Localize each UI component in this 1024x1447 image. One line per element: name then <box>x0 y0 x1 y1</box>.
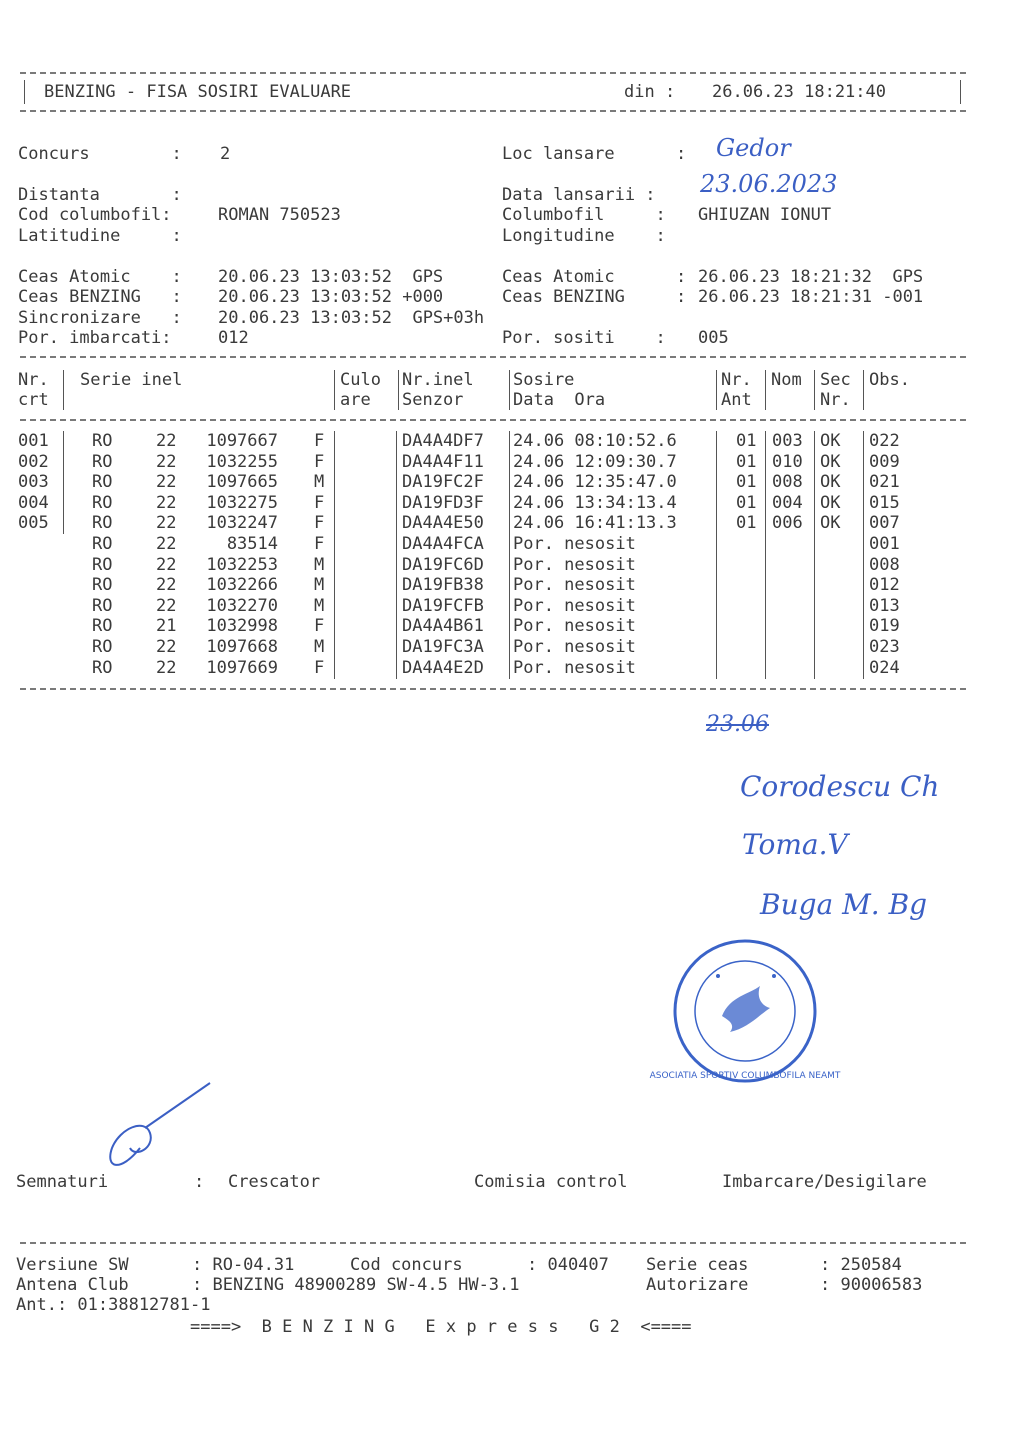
table-cell-sex: F <box>314 616 325 637</box>
table-cell-sex: M <box>314 575 325 596</box>
hdr-sep <box>509 370 510 410</box>
signature-corodescu: Corodescu Ch <box>740 770 940 803</box>
table-cell-sex: M <box>314 637 325 657</box>
table-cell-senzor: DA4A4E50 <box>402 513 484 534</box>
body-sep <box>509 431 510 679</box>
benzing-banner: ====> B E N Z I N G E x p r e s s G 2 <==== <box>190 1317 692 1337</box>
top-rule <box>20 72 966 74</box>
footer-rule <box>20 1242 966 1244</box>
table-cell-sec: OK <box>820 492 841 513</box>
table-cell-sosire: Por. nesosit <box>513 637 636 657</box>
association-stamp <box>649 936 841 1086</box>
document-title: BENZING - FISA SOSIRI EVALUARE <box>44 82 352 102</box>
loc-lansare-label: Loc lansare : <box>502 144 687 164</box>
table-cell-sosire: Por. nesosit <box>513 575 636 596</box>
table-cell-sec: OK <box>820 431 841 451</box>
table-cell-year: 22 <box>156 554 177 575</box>
table-cell-sosire: Por. nesosit <box>513 554 636 575</box>
antena-value: : BENZING 48900289 SW-4.5 HW-3.1 <box>192 1275 520 1295</box>
table-cell-senzor: DA4A4E2D <box>402 657 484 678</box>
table-cell-sosire: Por. nesosit <box>513 616 636 637</box>
table-cell-sosire: Por. nesosit <box>513 657 636 678</box>
distanta-label: Distanta : <box>18 185 182 205</box>
table-cell-ring: 1097667 <box>206 431 278 451</box>
serie-ceas-value: : 250584 <box>820 1255 902 1275</box>
columbofil-value: GHIUZAN IONUT <box>698 205 832 225</box>
body-sep <box>863 431 864 679</box>
hdr-sep <box>863 370 864 410</box>
signature-toma: Toma.V <box>742 828 848 861</box>
table-cell-ring: 1097665 <box>206 472 278 493</box>
table-cell-senzor: DA4A4FCA <box>402 534 484 554</box>
header-right-border <box>960 80 961 104</box>
table-cell-sec: OK <box>820 513 841 534</box>
latitudine-label: Latitudine : <box>18 226 182 246</box>
table-cell-ant: 01 <box>736 513 757 534</box>
col-header-sosire: Sosire Data Ora <box>513 370 606 410</box>
col-header-ant: Nr. Ant <box>721 370 752 410</box>
columbofil-label: Columbofil : <box>502 205 666 225</box>
table-cell-senzor: DA4A4B61 <box>402 616 484 637</box>
antena-id: Ant.: 01:38812781-1 <box>16 1295 211 1315</box>
table-cell-ring: 1097668 <box>206 637 278 657</box>
body-sep <box>814 431 815 679</box>
ceas-benzing-end-label: Ceas BENZING : <box>502 287 687 307</box>
por-imbarcati-value: 012 <box>218 328 249 348</box>
table-cell-year: 22 <box>156 513 177 534</box>
imbarcare-label: Imbarcare/Desigilare <box>722 1172 927 1192</box>
crescator-signature <box>100 1078 220 1178</box>
autorizare-value: : 90006583 <box>820 1275 923 1295</box>
table-cell-country: RO <box>92 534 113 554</box>
table-cell-obs: 012 <box>869 575 900 596</box>
table-cell-sex: M <box>314 472 325 493</box>
table-cell-ring: 1097669 <box>206 657 278 678</box>
col-header-nr: Nr. crt <box>18 370 49 410</box>
table-cell-sex: F <box>314 492 325 513</box>
cod-concurs-label: Cod concurs <box>350 1255 463 1275</box>
table-cell-senzor: DA19FC2F <box>402 472 484 493</box>
table-cell-country: RO <box>92 451 113 472</box>
data-lansarii-value: 23.06.2023 <box>700 170 838 198</box>
table-cell-obs: 021 <box>869 472 900 493</box>
col-header-nom: Nom <box>771 370 802 390</box>
table-cell-sex: M <box>314 554 325 575</box>
table-cell-year: 22 <box>156 595 177 616</box>
body-sep <box>765 431 766 679</box>
body-sep <box>396 431 397 679</box>
col-header-nr-inel: Nr.inel Senzor <box>402 370 474 410</box>
table-cell-obs: 023 <box>869 637 900 657</box>
autorizare-label: Autorizare <box>646 1275 749 1295</box>
table-cell-nr: 001 <box>18 431 49 451</box>
body-sep <box>334 431 335 679</box>
table-cell-nr: 003 <box>18 472 49 493</box>
table-cell-nom: 008 <box>772 472 803 493</box>
table-cell-ant: 01 <box>736 472 757 493</box>
table-cell-obs: 013 <box>869 595 900 616</box>
versiune-label: Versiune SW <box>16 1255 129 1275</box>
table-cell-country: RO <box>92 657 113 678</box>
table-cell-nom: 004 <box>772 492 803 513</box>
table-cell-senzor: DA4A4DF7 <box>402 431 484 451</box>
table-top-rule <box>20 356 966 358</box>
versiune-value: : RO-04.31 <box>192 1255 295 1275</box>
date-value: 26.06.23 18:21:40 <box>712 82 886 102</box>
table-cell-sosire: 24.06 12:09:30.7 <box>513 451 677 472</box>
table-cell-sex: F <box>314 451 325 472</box>
date-label: din : <box>624 82 676 102</box>
table-cell-ring: 1032253 <box>206 554 278 575</box>
table-cell-country: RO <box>92 575 113 596</box>
table-cell-obs: 007 <box>869 513 900 534</box>
table-bottom-rule <box>20 688 966 690</box>
crossed-date: 23.06 <box>706 712 769 737</box>
ceas-atomic-label: Ceas Atomic : <box>18 267 182 287</box>
hdr-sep <box>398 370 399 410</box>
ceas-benzing-label: Ceas BENZING : <box>18 287 182 307</box>
table-cell-year: 22 <box>156 657 177 678</box>
table-cell-sosire: Por. nesosit <box>513 534 636 554</box>
table-cell-ant: 01 <box>736 431 757 451</box>
table-cell-country: RO <box>92 472 113 493</box>
ceas-atomic-end-label: Ceas Atomic : <box>502 267 687 287</box>
ceas-benzing-end: 26.06.23 18:21:31 -001 <box>698 287 924 307</box>
concurs-value: 2 <box>220 144 231 164</box>
table-cell-country: RO <box>92 595 113 616</box>
table-cell-obs: 001 <box>869 534 900 554</box>
ceas-atomic-end: 26.06.23 18:21:32 GPS <box>698 267 924 287</box>
table-cell-senzor: DA4A4F11 <box>402 451 484 472</box>
cod-columbofil-label: Cod columbofil: <box>18 205 172 225</box>
table-cell-ring: 1032998 <box>206 616 278 637</box>
serie-ceas-label: Serie ceas <box>646 1255 749 1275</box>
table-cell-country: RO <box>92 616 113 637</box>
table-cell-nom: 006 <box>772 513 803 534</box>
hdr-sep <box>63 370 64 410</box>
table-cell-year: 22 <box>156 431 177 451</box>
table-cell-nom: 010 <box>772 451 803 472</box>
col-header-obs: Obs. <box>869 370 910 390</box>
table-cell-ring: 83514 <box>226 534 278 554</box>
cod-concurs-value: : 040407 <box>527 1255 609 1275</box>
table-cell-sosire: 24.06 13:34:13.4 <box>513 492 677 513</box>
body-sep <box>63 431 64 534</box>
stamp-text: ASOCIATIA SPORTIV COLUMBOFILA NEAMT <box>649 1071 841 1081</box>
table-cell-senzor: DA19FCFB <box>402 595 484 616</box>
table-cell-sex: F <box>314 657 325 678</box>
table-cell-ring: 1032255 <box>206 451 278 472</box>
table-cell-year: 21 <box>156 616 177 637</box>
table-cell-obs: 022 <box>869 431 900 451</box>
hdr-sep <box>716 370 717 410</box>
table-cell-obs: 008 <box>869 554 900 575</box>
cod-columbofil-value: ROMAN 750523 <box>218 205 341 225</box>
table-cell-sec: OK <box>820 451 841 472</box>
sincronizare-label: Sincronizare : <box>18 308 182 328</box>
col-header-culoare: Culo are <box>340 370 381 410</box>
sincronizare-value: 20.06.23 13:03:52 GPS+03h <box>218 308 485 328</box>
table-cell-ant: 01 <box>736 451 757 472</box>
table-cell-sosire: Por. nesosit <box>513 595 636 616</box>
table-cell-sec: OK <box>820 472 841 493</box>
table-cell-year: 22 <box>156 492 177 513</box>
table-cell-year: 22 <box>156 451 177 472</box>
col-header-sec: Sec Nr. <box>820 370 851 410</box>
table-cell-ring: 1032247 <box>206 513 278 534</box>
por-sositi-value: 005 <box>698 328 729 348</box>
table-cell-year: 22 <box>156 637 177 657</box>
table-cell-year: 22 <box>156 472 177 493</box>
semnaturi-colon: : <box>194 1172 205 1192</box>
hdr-sep <box>814 370 815 410</box>
table-cell-nr: 005 <box>18 513 49 534</box>
ceas-atomic-start: 20.06.23 13:03:52 GPS <box>218 267 444 287</box>
table-cell-ring: 1032275 <box>206 492 278 513</box>
hdr-sep <box>334 370 335 410</box>
table-cell-ant: 01 <box>736 492 757 513</box>
comisia-label: Comisia control <box>474 1172 628 1192</box>
col-header-serie: Serie inel <box>80 370 183 390</box>
data-lansarii-label: Data lansarii : <box>502 185 656 205</box>
antena-label: Antena Club <box>16 1275 129 1295</box>
table-cell-country: RO <box>92 513 113 534</box>
loc-lansare-value: Gedor <box>716 134 791 162</box>
table-cell-ring: 1032270 <box>206 595 278 616</box>
table-cell-sex: F <box>314 431 325 451</box>
table-cell-sex: M <box>314 595 325 616</box>
table-cell-year: 22 <box>156 534 177 554</box>
por-sositi-label: Por. sositi : <box>502 328 666 348</box>
table-cell-obs: 015 <box>869 492 900 513</box>
table-cell-country: RO <box>92 431 113 451</box>
ceas-benzing-start: 20.06.23 13:03:52 +000 <box>218 287 444 307</box>
table-cell-nom: 003 <box>772 431 803 451</box>
table-cell-senzor: DA19FD3F <box>402 492 484 513</box>
table-cell-ring: 1032266 <box>206 575 278 596</box>
table-cell-country: RO <box>92 492 113 513</box>
signature-buga: Buga M. Bg <box>760 888 928 921</box>
por-imbarcati-label: Por. imbarcati: <box>18 328 172 348</box>
table-cell-obs: 024 <box>869 657 900 678</box>
table-cell-obs: 009 <box>869 451 900 472</box>
table-cell-year: 22 <box>156 575 177 596</box>
table-cell-senzor: DA19FC3A <box>402 637 484 657</box>
body-sep <box>716 431 717 679</box>
table-cell-country: RO <box>92 637 113 657</box>
table-cell-nr: 002 <box>18 451 49 472</box>
table-cell-sosire: 24.06 08:10:52.6 <box>513 431 677 451</box>
concurs-label: Concurs : <box>18 144 182 164</box>
crescator-label: Crescator <box>228 1172 321 1192</box>
table-cell-senzor: DA19FC6D <box>402 554 484 575</box>
table-cell-sex: F <box>314 513 325 534</box>
hdr-sep <box>765 370 766 410</box>
longitudine-label: Longitudine : <box>502 226 666 246</box>
table-cell-nr: 004 <box>18 492 49 513</box>
table-cell-sosire: 24.06 16:41:13.3 <box>513 513 677 534</box>
table-cell-obs: 019 <box>869 616 900 637</box>
table-cell-senzor: DA19FB38 <box>402 575 484 596</box>
table-cell-country: RO <box>92 554 113 575</box>
table-cell-sosire: 24.06 12:35:47.0 <box>513 472 677 493</box>
table-cell-sex: F <box>314 534 325 554</box>
table-header-rule <box>20 419 966 421</box>
header-left-border <box>24 80 25 104</box>
header-rule <box>20 110 966 112</box>
semnaturi-label: Semnaturi <box>16 1172 109 1192</box>
